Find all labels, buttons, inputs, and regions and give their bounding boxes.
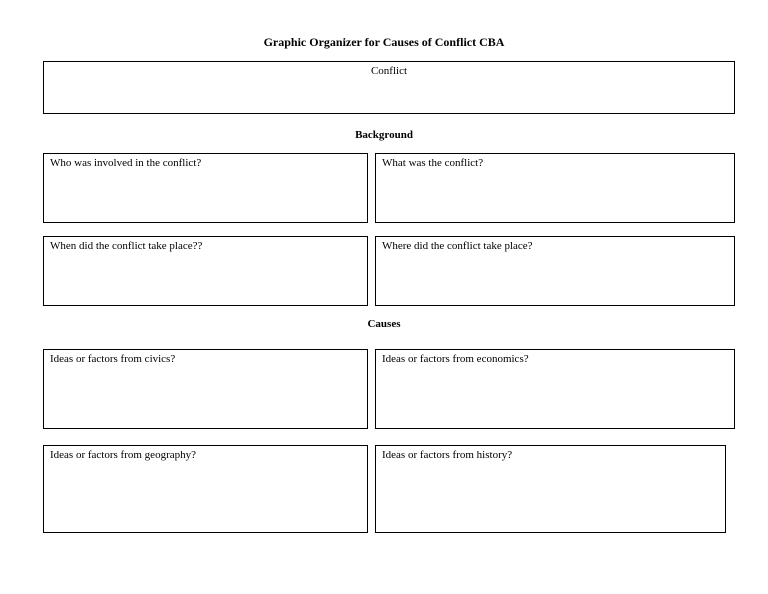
- civics-label: Ideas or factors from civics?: [50, 353, 176, 365]
- economics-box[interactable]: [375, 349, 735, 429]
- history-label: Ideas or factors from history?: [382, 449, 513, 461]
- page-title: Graphic Organizer for Causes of Conflict CBA: [263, 35, 505, 49]
- when-conflict-box[interactable]: [43, 236, 368, 306]
- conflict-box[interactable]: [43, 61, 735, 114]
- economics-label: Ideas or factors from economics?: [382, 353, 529, 365]
- what-conflict-label: What was the conflict?: [382, 157, 484, 169]
- when-conflict-label: When did the conflict take place??: [50, 240, 203, 252]
- where-conflict-label: Where did the conflict take place?: [382, 240, 533, 252]
- conflict-box-label: Conflict: [370, 65, 408, 77]
- civics-box[interactable]: [43, 349, 368, 429]
- causes-heading: Causes: [367, 318, 401, 330]
- who-involved-box[interactable]: [43, 153, 368, 223]
- background-heading: Background: [355, 129, 413, 141]
- history-box[interactable]: [375, 445, 726, 533]
- what-conflict-box[interactable]: [375, 153, 735, 223]
- where-conflict-box[interactable]: [375, 236, 735, 306]
- who-involved-label: Who was involved in the conflict?: [50, 157, 202, 169]
- geography-label: Ideas or factors from geography?: [50, 449, 196, 461]
- geography-box[interactable]: [43, 445, 368, 533]
